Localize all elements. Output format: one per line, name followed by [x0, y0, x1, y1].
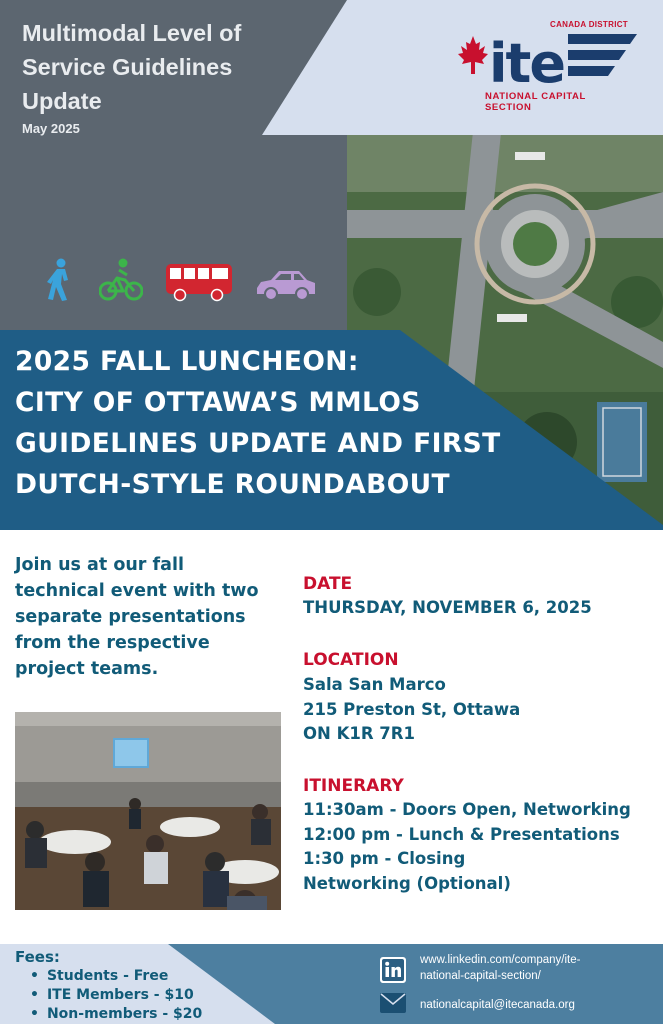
location-line: ON K1R 7R1 — [303, 724, 415, 743]
bicycle-icon — [99, 258, 143, 302]
location-label: LOCATION — [303, 650, 399, 670]
publication-title — [22, 16, 322, 118]
publication-date: May 2025 — [22, 121, 80, 136]
date-value: THURSDAY, NOVEMBER 6, 2025 — [303, 598, 592, 617]
headline-line-1: 2025 FALL LUNCHEON: — [15, 346, 359, 377]
email-icon[interactable] — [380, 993, 406, 1013]
location-line: 215 Preston St, Ottawa — [303, 699, 521, 719]
intro-line: separate presentations — [15, 607, 246, 627]
car-icon — [255, 268, 317, 302]
event-photo — [15, 712, 281, 910]
headline-line-3: GUIDELINES UPDATE AND FIRST — [15, 428, 501, 459]
intro-line: from the respective — [15, 633, 210, 653]
linkedin-line-1: www.linkedin.com/company/ite- — [420, 954, 581, 966]
headline-line-4: DUTCH-STYLE ROUNDABOUT — [15, 469, 451, 500]
intro-line: Join us at our fall — [15, 555, 184, 575]
event-headline — [15, 341, 625, 505]
location-line: Sala San Marco — [303, 675, 446, 694]
logo-bottom-line-1: NATIONAL CAPITAL — [485, 91, 586, 102]
svg-text:ite: ite — [489, 32, 564, 95]
itinerary-label: ITINERARY — [303, 776, 404, 796]
fee-item: • Non-members - $20 — [30, 1005, 202, 1024]
itinerary-line: 12:00 pm - Lunch & Presentations — [303, 824, 620, 844]
itinerary-line: 11:30am - Doors Open, Networking — [303, 800, 631, 819]
linkedin-icon[interactable] — [380, 957, 406, 983]
pedestrian-icon — [45, 258, 75, 302]
linkedin-line-2: national-capital-section/ — [420, 970, 541, 982]
logo-bottom-line-2: SECTION — [485, 102, 532, 113]
bus-icon — [165, 262, 233, 302]
intro-line: technical event with two — [15, 581, 259, 601]
fee-item: • Students - Free — [30, 967, 202, 986]
date-label: DATE — [303, 574, 353, 594]
headline-line-2: CITY OF OTTAWA’S MMLOS — [15, 387, 421, 418]
location-details — [303, 673, 520, 747]
title-line-3: Update — [22, 88, 102, 114]
itinerary-line: 1:30 pm - Closing — [303, 849, 466, 868]
intro-line: project teams. — [15, 659, 159, 679]
itinerary-details — [303, 798, 631, 896]
title-line-1: Multimodal Level of — [22, 20, 242, 46]
fee-item: • ITE Members - $10 — [30, 986, 202, 1005]
email-link[interactable]: nationalcapital@itecanada.org — [420, 999, 575, 1011]
itinerary-line: Networking (Optional) — [303, 873, 511, 893]
fees-title: Fees: — [15, 948, 60, 966]
intro-text — [15, 552, 285, 682]
title-line-2: Service Guidelines — [22, 54, 233, 80]
fees-list — [30, 967, 202, 1024]
logo-top-text: CANADA DISTRICT — [550, 20, 628, 29]
linkedin-link[interactable] — [420, 952, 580, 984]
